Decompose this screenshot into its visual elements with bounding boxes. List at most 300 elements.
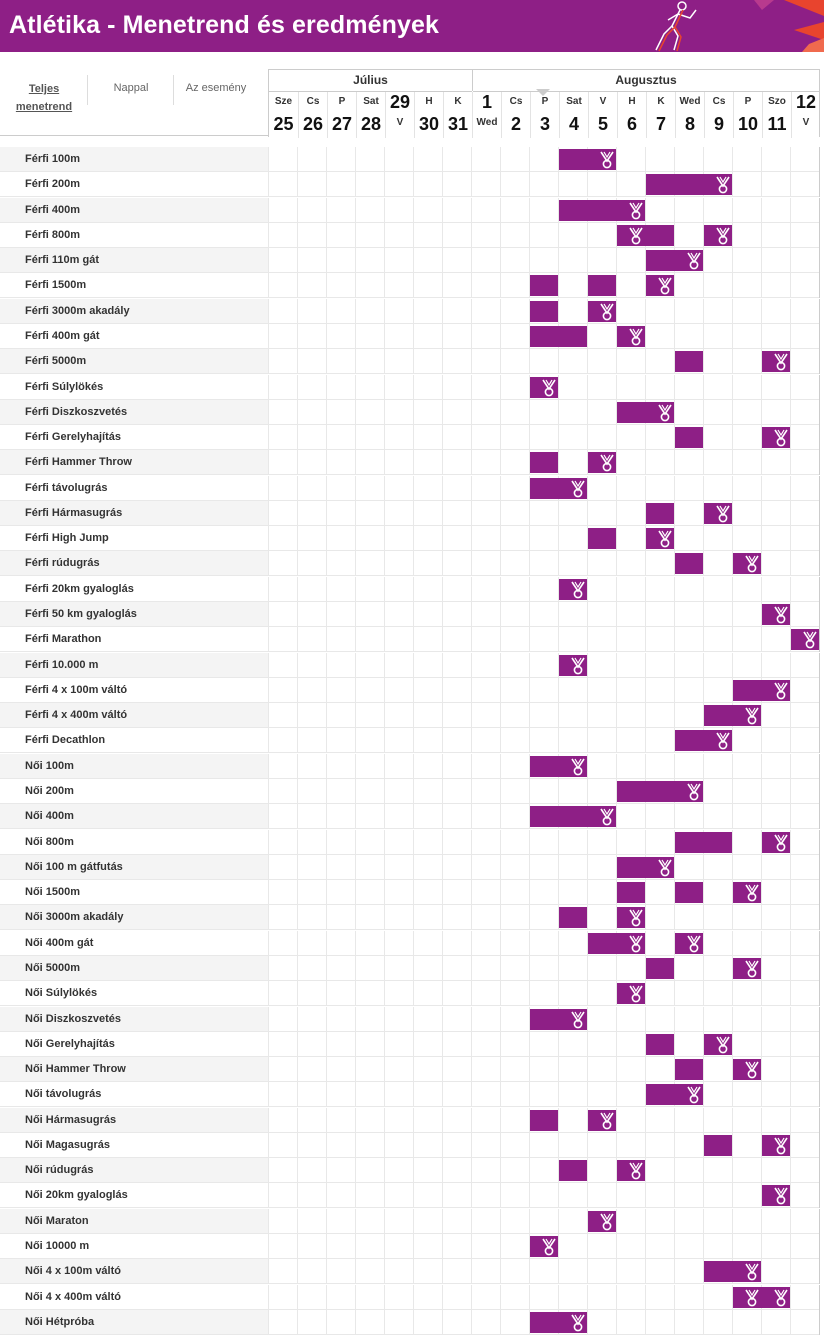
event-name-link[interactable]: Férfi Marathon	[0, 627, 268, 652]
grid-edge	[819, 981, 820, 1006]
tab-separator	[173, 75, 174, 105]
table-row	[0, 1285, 820, 1310]
day-number: 28	[360, 114, 382, 134]
day-header-4[interactable]	[385, 92, 414, 138]
medal-icon[interactable]	[597, 1111, 617, 1131]
schedule-grid-row	[268, 577, 820, 602]
grid-edge	[819, 551, 820, 576]
day-header-18[interactable]	[791, 92, 820, 138]
schedule-grid-row	[268, 501, 820, 526]
schedule-grid-row	[268, 526, 820, 551]
day-name: Sat	[363, 96, 379, 107]
grid-edge	[819, 1158, 820, 1183]
table-row	[0, 400, 820, 425]
table-row	[0, 223, 820, 248]
medal-icon[interactable]	[713, 226, 733, 246]
session-bar[interactable]	[675, 882, 703, 903]
medal-icon[interactable]	[771, 428, 791, 448]
grid-edge	[819, 830, 820, 855]
medal-icon[interactable]	[742, 1288, 762, 1308]
schedule-grid-row	[268, 981, 820, 1006]
day-header-8[interactable]	[501, 92, 530, 138]
session-bar[interactable]	[588, 275, 616, 296]
table-row	[0, 653, 820, 678]
schedule-grid-row	[268, 1007, 820, 1032]
day-name: Wed	[679, 96, 701, 107]
event-name-link[interactable]: Női Hammer Throw	[0, 1057, 268, 1082]
grid-edge	[819, 349, 820, 374]
table-row	[0, 299, 820, 324]
day-number: 10	[737, 114, 759, 134]
table-row	[0, 1133, 820, 1158]
grid-edge	[819, 1310, 820, 1335]
event-name-link[interactable]: Női Gerelyhajítás	[0, 1032, 268, 1057]
schedule-grid-row	[268, 653, 820, 678]
schedule-grid-row	[268, 198, 820, 223]
table-row	[0, 450, 820, 475]
event-name-link[interactable]: Férfi Súlylökés	[0, 375, 268, 400]
day-header-16[interactable]	[733, 92, 762, 138]
schedule-grid-row	[268, 1032, 820, 1057]
session-bar[interactable]	[617, 882, 645, 903]
schedule-grid-row	[268, 1057, 820, 1082]
grid-edge	[819, 425, 820, 450]
grid-edge	[819, 1007, 820, 1032]
schedule-grid-row	[268, 273, 820, 298]
medal-icon[interactable]	[713, 504, 733, 524]
medal-icon[interactable]	[597, 807, 617, 827]
table-row	[0, 1310, 820, 1335]
medal-icon[interactable]	[626, 327, 646, 347]
day-name: Cs	[306, 96, 320, 107]
schedule-grid-row	[268, 678, 820, 703]
medal-icon[interactable]	[626, 201, 646, 221]
event-name-link[interactable]: Női Magasugrás	[0, 1133, 268, 1158]
schedule-grid-row	[268, 602, 820, 627]
grid-edge	[819, 1032, 820, 1057]
schedule-grid-row	[268, 349, 820, 374]
grid-edge	[819, 299, 820, 324]
schedule-grid-row	[268, 880, 820, 905]
table-row	[0, 728, 820, 753]
event-name-link[interactable]: Női 800m	[0, 830, 268, 855]
day-name: H	[628, 96, 636, 107]
event-name-link[interactable]: Férfi Hármasugrás	[0, 501, 268, 526]
event-name-link[interactable]: Női 200m	[0, 779, 268, 804]
event-name-link[interactable]: Női 100 m gátfutás	[0, 855, 268, 880]
medal-icon[interactable]	[771, 1186, 791, 1206]
session-bar[interactable]	[559, 907, 587, 928]
table-row	[0, 1057, 820, 1082]
session-bar[interactable]	[646, 958, 674, 979]
grid-edge	[819, 754, 820, 779]
table-row	[0, 1183, 820, 1208]
session-bar[interactable]	[530, 301, 558, 322]
schedule-grid-row	[268, 450, 820, 475]
day-header-7[interactable]	[472, 92, 501, 138]
grid-edge	[819, 1057, 820, 1082]
table-row	[0, 880, 820, 905]
medal-icon[interactable]	[539, 1237, 559, 1257]
schedule-grid-row	[268, 147, 820, 172]
day-name: P	[338, 96, 346, 107]
day-header-17[interactable]	[762, 92, 791, 138]
page-title: Atlétika - Menetrend és eredmények	[9, 11, 439, 39]
day-number: 1	[481, 92, 492, 112]
event-name-link[interactable]: Női 3000m akadály	[0, 905, 268, 930]
event-name-link[interactable]: Férfi 3000m akadály	[0, 299, 268, 324]
medal-icon[interactable]	[684, 1085, 704, 1105]
tab-separator	[87, 75, 88, 105]
table-row	[0, 627, 820, 652]
event-name-link[interactable]: Férfi 100m	[0, 147, 268, 172]
grid-edge	[819, 324, 820, 349]
event-name-link[interactable]: Férfi távolugrás	[0, 476, 268, 501]
event-name-link[interactable]: Női 5000m	[0, 956, 268, 981]
session-bar[interactable]	[530, 452, 558, 473]
table-row	[0, 248, 820, 273]
month-july: Július	[269, 70, 472, 92]
day-header-6[interactable]	[443, 92, 472, 138]
event-name-link[interactable]: Férfi 10.000 m	[0, 653, 268, 678]
day-number: 25	[273, 114, 294, 134]
session-bar[interactable]	[704, 1135, 732, 1156]
day-name: V	[802, 117, 810, 128]
grid-edge	[819, 1285, 820, 1310]
medal-icon[interactable]	[742, 1262, 762, 1282]
day-header-10[interactable]	[559, 92, 588, 138]
day-header-11[interactable]	[588, 92, 617, 138]
calendar-header	[268, 69, 820, 137]
medal-icon[interactable]	[597, 302, 617, 322]
grid-edge	[819, 526, 820, 551]
schedule-grid-row	[268, 804, 820, 829]
medal-icon[interactable]	[684, 251, 704, 271]
medal-icon[interactable]	[568, 1010, 588, 1030]
medal-icon[interactable]	[771, 1136, 791, 1156]
athlete-banner-graphic	[634, 0, 824, 52]
table-row	[0, 147, 820, 172]
medal-icon[interactable]	[626, 934, 646, 954]
table-row	[0, 703, 820, 728]
day-number: 5	[597, 114, 608, 134]
grid-edge	[819, 501, 820, 526]
session-bar[interactable]	[530, 275, 558, 296]
medal-icon[interactable]	[539, 378, 559, 398]
tabs-divider	[0, 135, 268, 136]
event-name-link[interactable]: Férfi 800m	[0, 223, 268, 248]
month-august: Augusztus	[473, 70, 819, 92]
session-bar[interactable]	[530, 1110, 558, 1131]
grid-edge	[819, 678, 820, 703]
event-name-link[interactable]: Férfi 200m	[0, 172, 268, 197]
medal-icon[interactable]	[713, 731, 733, 751]
medal-icon[interactable]	[742, 959, 762, 979]
day-number: 11	[767, 114, 787, 134]
medal-icon[interactable]	[713, 1035, 733, 1055]
table-row	[0, 425, 820, 450]
day-header-9[interactable]	[530, 92, 559, 138]
session-bar[interactable]	[559, 1160, 587, 1181]
event-name-link[interactable]: Női távolugrás	[0, 1082, 268, 1107]
day-number: 12	[795, 92, 817, 112]
schedule-grid-row	[268, 1158, 820, 1183]
medal-icon[interactable]	[626, 984, 646, 1004]
event-name-link[interactable]: Női 10000 m	[0, 1234, 268, 1259]
grid-edge	[819, 1259, 820, 1284]
table-row	[0, 804, 820, 829]
schedule-grid-row	[268, 956, 820, 981]
medal-icon[interactable]	[742, 883, 762, 903]
table-row	[0, 172, 820, 197]
event-name-link[interactable]: Férfi 110m gát	[0, 248, 268, 273]
medal-icon[interactable]	[568, 479, 588, 499]
event-name-link[interactable]: Férfi High Jump	[0, 526, 268, 551]
medal-icon[interactable]	[626, 908, 646, 928]
event-name-link[interactable]: Női 100m	[0, 754, 268, 779]
table-row	[0, 526, 820, 551]
table-row	[0, 956, 820, 981]
medal-icon[interactable]	[742, 1060, 762, 1080]
table-row	[0, 1032, 820, 1057]
table-row	[0, 198, 820, 223]
day-number: 26	[302, 114, 324, 134]
table-row	[0, 754, 820, 779]
medal-icon[interactable]	[568, 580, 588, 600]
session-bar[interactable]	[675, 1059, 703, 1080]
table-row	[0, 1234, 820, 1259]
day-number: 2	[510, 114, 521, 134]
schedule-grid-row	[268, 728, 820, 753]
grid-edge	[819, 198, 820, 223]
table-row	[0, 779, 820, 804]
table-row	[0, 602, 820, 627]
grid-edge	[819, 855, 820, 880]
grid-edge	[819, 450, 820, 475]
schedule-grid-row	[268, 1209, 820, 1234]
table-row	[0, 1108, 820, 1133]
medal-icon[interactable]	[655, 858, 675, 878]
event-name-link[interactable]: Férfi 20km gyaloglás	[0, 577, 268, 602]
schedule-grid-row	[268, 627, 820, 652]
grid-edge	[819, 147, 820, 172]
event-name-link[interactable]: Férfi 400m gát	[0, 324, 268, 349]
day-header-13[interactable]	[646, 92, 675, 138]
grid-edge	[819, 476, 820, 501]
grid-edge	[819, 905, 820, 930]
grid-edge	[819, 779, 820, 804]
day-name: Cs	[712, 96, 726, 107]
schedule-grid-row	[268, 754, 820, 779]
event-name-link[interactable]: Férfi Diszkoszvetés	[0, 400, 268, 425]
grid-edge	[819, 577, 820, 602]
day-number: 27	[331, 114, 353, 134]
event-name-link[interactable]: Női 400m	[0, 804, 268, 829]
day-number: 6	[626, 114, 637, 134]
day-header-15[interactable]	[704, 92, 733, 138]
grid-edge	[819, 1082, 820, 1107]
grid-edge	[819, 1209, 820, 1234]
medal-icon[interactable]	[800, 630, 820, 650]
session-bar[interactable]	[530, 326, 587, 347]
event-name-link[interactable]: Férfi 400m	[0, 198, 268, 223]
grid-edge	[819, 1133, 820, 1158]
day-header-5[interactable]	[414, 92, 443, 138]
day-header-14[interactable]	[675, 92, 704, 138]
medal-icon[interactable]	[713, 175, 733, 195]
table-row	[0, 501, 820, 526]
medal-icon[interactable]	[771, 1288, 791, 1308]
session-bar[interactable]	[646, 1034, 674, 1055]
day-name: Cs	[509, 96, 523, 107]
event-name-link[interactable]: Női 1500m	[0, 880, 268, 905]
grid-edge	[819, 1108, 820, 1133]
day-header-2[interactable]	[327, 92, 356, 138]
schedule-grid-row	[268, 551, 820, 576]
event-name-link[interactable]: Férfi 4 x 400m váltó	[0, 703, 268, 728]
table-row	[0, 349, 820, 374]
medal-icon[interactable]	[655, 529, 675, 549]
day-name: K	[657, 96, 665, 107]
medal-icon[interactable]	[626, 1161, 646, 1181]
event-name-link[interactable]: Férfi Gerelyhajítás	[0, 425, 268, 450]
table-row	[0, 324, 820, 349]
medal-icon[interactable]	[568, 1313, 588, 1333]
table-row	[0, 981, 820, 1006]
table-row	[0, 1259, 820, 1284]
medal-icon[interactable]	[771, 605, 791, 625]
grid-edge	[819, 703, 820, 728]
day-header-0[interactable]	[269, 92, 298, 138]
schedule-grid-row	[268, 905, 820, 930]
day-name: Szo	[768, 96, 786, 107]
tab-full-schedule[interactable]: Teljes menetrend	[15, 83, 73, 113]
day-name: V	[396, 117, 404, 128]
view-tabs	[0, 52, 268, 136]
schedule-grid-row	[268, 248, 820, 273]
day-header-1[interactable]	[298, 92, 327, 138]
grid-edge	[819, 728, 820, 753]
table-row	[0, 931, 820, 956]
session-bar[interactable]	[675, 351, 703, 372]
table-row	[0, 1209, 820, 1234]
day-header-3[interactable]	[356, 92, 385, 138]
event-name-link[interactable]: Női Hétpróba	[0, 1310, 268, 1335]
day-number: 8	[684, 114, 695, 134]
medal-icon[interactable]	[597, 453, 617, 473]
tab-by-event[interactable]: Az esemény	[185, 82, 247, 94]
grid-edge	[819, 1183, 820, 1208]
grid-edge	[819, 804, 820, 829]
grid-edge	[819, 248, 820, 273]
medal-icon[interactable]	[626, 226, 646, 246]
schedule-grid-row	[268, 223, 820, 248]
schedule-grid-row	[268, 324, 820, 349]
table-row	[0, 855, 820, 880]
medal-icon[interactable]	[771, 352, 791, 372]
day-name: H	[425, 96, 433, 107]
schedule-grid-row	[268, 1285, 820, 1310]
table-row	[0, 273, 820, 298]
schedule-grid-row	[268, 299, 820, 324]
event-name-link[interactable]: Női Diszkoszvetés	[0, 1007, 268, 1032]
event-name-link[interactable]: Női 4 x 400m váltó	[0, 1285, 268, 1310]
grid-edge	[819, 273, 820, 298]
schedule-grid-row	[268, 1108, 820, 1133]
day-name: P	[744, 96, 752, 107]
medal-icon[interactable]	[684, 782, 704, 802]
event-name-link[interactable]: Férfi 1500m	[0, 273, 268, 298]
medal-icon[interactable]	[597, 1212, 617, 1232]
event-name-link[interactable]: Férfi Decathlon	[0, 728, 268, 753]
table-row	[0, 1082, 820, 1107]
medal-icon[interactable]	[655, 403, 675, 423]
schedule-grid-row	[268, 1234, 820, 1259]
table-row	[0, 678, 820, 703]
grid-edge	[819, 400, 820, 425]
medal-icon[interactable]	[568, 656, 588, 676]
day-name: Sze	[274, 96, 293, 107]
schedule-grid-row	[268, 400, 820, 425]
event-name-link[interactable]: Férfi 4 x 100m váltó	[0, 678, 268, 703]
medal-icon[interactable]	[597, 150, 617, 170]
schedule-grid-row	[268, 855, 820, 880]
medal-icon[interactable]	[742, 554, 762, 574]
day-header-12[interactable]	[617, 92, 646, 138]
grid-edge	[819, 956, 820, 981]
event-name-link[interactable]: Férfi 5000m	[0, 349, 268, 374]
day-number: 29	[389, 92, 411, 112]
medal-icon[interactable]	[771, 681, 791, 701]
schedule-grid-row	[268, 1259, 820, 1284]
day-number: 4	[568, 114, 579, 134]
session-bar[interactable]	[675, 427, 703, 448]
table-row	[0, 905, 820, 930]
medal-icon[interactable]	[655, 276, 675, 296]
session-bar[interactable]	[675, 553, 703, 574]
event-name-link[interactable]: Női Maraton	[0, 1209, 268, 1234]
event-name-link[interactable]: Női 400m gát	[0, 931, 268, 956]
event-name-link[interactable]: Női Súlylökés	[0, 981, 268, 1006]
day-name: K	[454, 96, 462, 107]
event-name-link[interactable]: Női Hármasugrás	[0, 1108, 268, 1133]
event-name-link[interactable]: Férfi Hammer Throw	[0, 450, 268, 475]
day-number: 9	[713, 114, 724, 134]
medal-icon[interactable]	[771, 833, 791, 853]
session-bar[interactable]	[675, 832, 732, 853]
event-name-link[interactable]: Női 4 x 100m váltó	[0, 1259, 268, 1284]
table-row	[0, 577, 820, 602]
grid-edge	[819, 172, 820, 197]
schedule-grid-row	[268, 1133, 820, 1158]
schedule-grid-row	[268, 1183, 820, 1208]
medal-icon[interactable]	[684, 934, 704, 954]
medal-icon[interactable]	[742, 706, 762, 726]
table-row	[0, 830, 820, 855]
day-name: Wed	[476, 117, 498, 128]
session-bar[interactable]	[646, 503, 674, 524]
event-name-link[interactable]: Női rúdugrás	[0, 1158, 268, 1183]
schedule-grid-row	[268, 375, 820, 400]
day-name: V	[599, 96, 607, 107]
tab-by-day[interactable]: Nappal	[113, 82, 149, 94]
event-name-link[interactable]: Férfi 50 km gyaloglás	[0, 602, 268, 627]
event-name-link[interactable]: Férfi rúdugrás	[0, 551, 268, 576]
event-name-link[interactable]: Női 20km gyaloglás	[0, 1183, 268, 1208]
medal-icon[interactable]	[568, 757, 588, 777]
session-bar[interactable]	[588, 528, 616, 549]
grid-edge	[819, 1234, 820, 1259]
